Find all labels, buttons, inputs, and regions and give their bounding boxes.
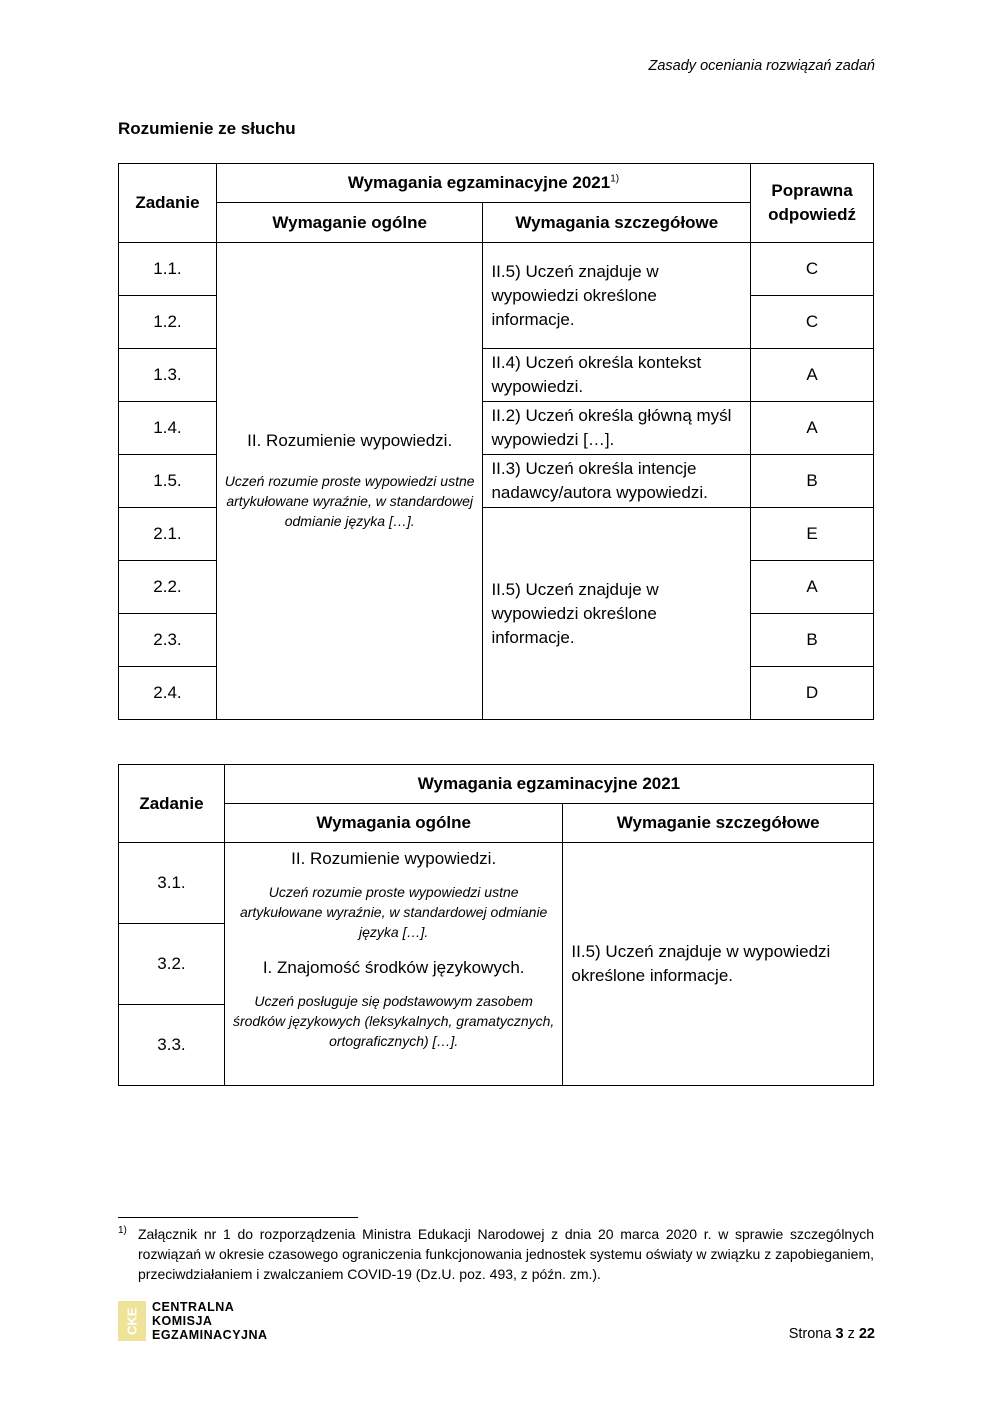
task-cell: 1.2. <box>119 296 217 349</box>
answer-cell: B <box>751 455 874 508</box>
footnote-ref: 1) <box>610 173 620 185</box>
header-detailed: Wymaganie szczegółowe <box>563 804 874 843</box>
answer-key-table-listening <box>118 163 874 720</box>
detailed-requirement-cell: II.4) Uczeń określa kontekst wypowiedzi. <box>483 349 751 402</box>
answer-cell: B <box>751 614 874 667</box>
detailed-requirement-cell: II.3) Uczeń określa intencje nadawcy/autora wypowiedzi. <box>483 455 751 508</box>
general-requirement-title: II. Rozumienie wypowiedzi. <box>247 431 453 450</box>
footnote <box>118 1224 874 1284</box>
general-requirement-cell <box>216 243 483 720</box>
detailed-requirement-cell: II.5) Uczeń znajduje w wypowiedzi określone informacje. <box>563 843 874 1086</box>
detailed-requirement-cell: II.5) Uczeń znajduje w wypowiedzi określone informacje. <box>483 508 751 720</box>
task-cell: 2.4. <box>119 667 217 720</box>
general-requirements-cell <box>224 843 563 1086</box>
footnote-text: Załącznik nr 1 do rozporządzenia Ministra Edukacji Narodowej z dnia 20 marca 2020 r. w sprawie szczególnych rozwiązań w okresie czasowego ograniczenia funkcjonowania jednostek systemu oświaty w związku z zapobieganiem, przeciwdziałaniem i zwalczaniem COVID-19 (Dz.U. poz. 493, z późn. zm.). <box>138 1226 874 1282</box>
page-number: Strona 3 z 22 <box>788 1326 875 1342</box>
task-cell: 3.2. <box>119 924 225 1005</box>
general-requirement-description: Uczeń posługuje się podstawowym zasobem środków językowych (leksykalnych, gramatycznych, ortograficznych) […]. <box>232 993 555 1049</box>
section-title: Rozumienie ze słuchu <box>118 119 296 138</box>
general-requirement-description: Uczeń rozumie proste wypowiedzi ustne artykułowane wyraźnie, w standardowej odmianie języka […]. <box>224 473 475 529</box>
task-cell: 3.3. <box>119 1005 225 1086</box>
task-cell: 2.1. <box>119 508 217 561</box>
answer-cell: D <box>751 667 874 720</box>
footnote-separator <box>118 1217 358 1218</box>
task-cell: 2.2. <box>119 561 217 614</box>
detailed-requirement-cell: II.2) Uczeń określa główną myśl wypowiedzi […]. <box>483 402 751 455</box>
general-requirement-description: Uczeń rozumie proste wypowiedzi ustne artykułowane wyraźnie, w standardowej odmianie języka […]. <box>239 884 548 940</box>
cke-logo <box>118 1300 268 1342</box>
cke-logo-mark: CKE <box>118 1301 146 1341</box>
header-correct-answer: Poprawna odpowiedź <box>751 164 874 243</box>
requirements-table-tasks-3 <box>118 764 874 1086</box>
answer-cell: A <box>751 402 874 455</box>
general-requirement-title: II. Rozumienie wypowiedzi. <box>291 849 497 868</box>
header-task: Zadanie <box>119 164 217 243</box>
task-cell: 1.3. <box>119 349 217 402</box>
header-requirements-group: Wymagania egzaminacyjne 2021 <box>224 765 873 804</box>
answer-cell: E <box>751 508 874 561</box>
header-task: Zadanie <box>119 765 225 843</box>
header-requirements-group: Wymagania egzaminacyjne 2021$^{1)}$ <box>216 164 750 203</box>
cke-logo-text: CENTRALNA KOMISJA EGZAMINACYJNA <box>152 1300 268 1342</box>
running-header: Zasady oceniania rozwiązań zadań <box>648 58 875 74</box>
detailed-requirement-cell: II.5) Uczeń znajduje w wypowiedzi określone informacje. <box>483 243 751 349</box>
answer-cell: A <box>751 561 874 614</box>
header-detailed: Wymagania szczegółowe <box>483 203 751 243</box>
answer-cell: A <box>751 349 874 402</box>
answer-cell: C <box>751 243 874 296</box>
task-cell: 1.4. <box>119 402 217 455</box>
task-cell: 2.3. <box>119 614 217 667</box>
general-requirement-title: I. Znajomość środków językowych. <box>262 958 525 977</box>
task-cell: 1.5. <box>119 455 217 508</box>
answer-cell: C <box>751 296 874 349</box>
footnote-mark: 1) <box>118 1225 127 1236</box>
task-cell: 1.1. <box>119 243 217 296</box>
header-general: Wymagania ogólne <box>224 804 563 843</box>
header-general: Wymaganie ogólne <box>216 203 483 243</box>
task-cell: 3.1. <box>119 843 225 924</box>
